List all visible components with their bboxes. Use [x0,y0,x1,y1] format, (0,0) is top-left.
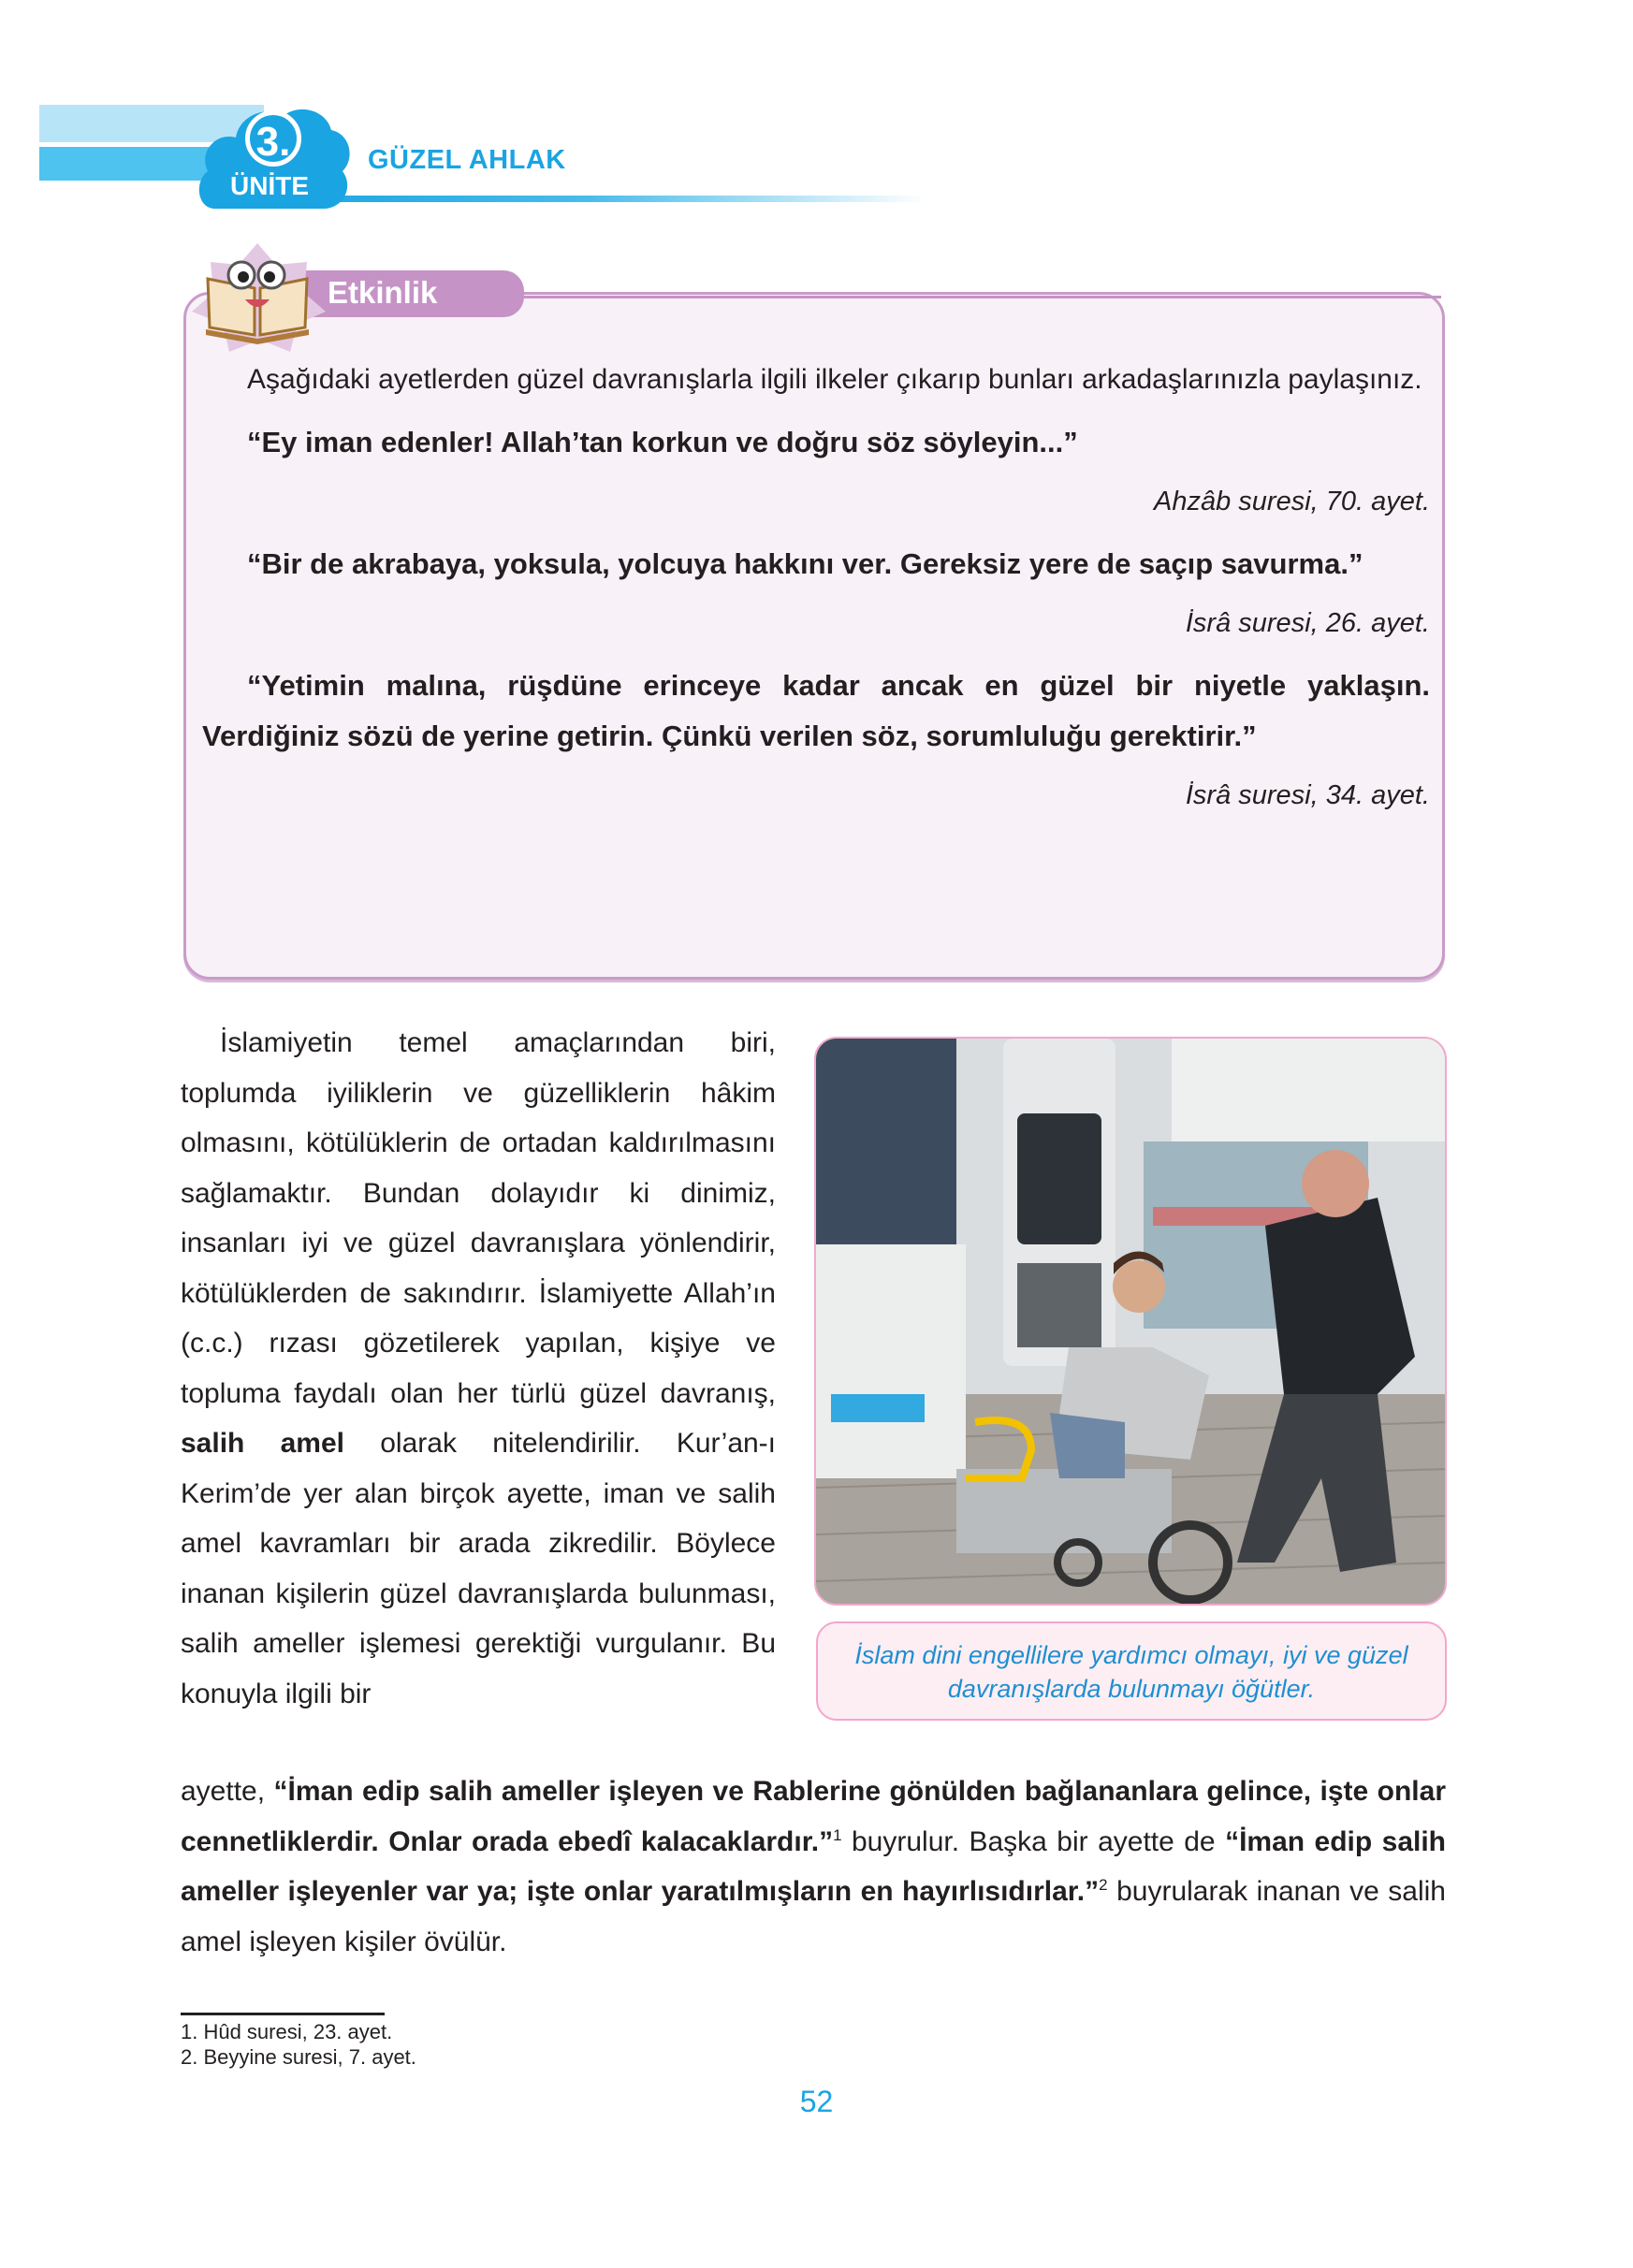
activity-instructions: Aşağıdaki ayetlerden güzel davranışlarla ilgili ilkeler çıkarıp bunları arkadaşlarınızla paylaşınız. [247,364,1422,395]
photo-caption: İslam dini engellilere yardımcı olmayı, iyi ve güzel davranışlarda bulunmayı öğütler. [816,1621,1447,1721]
unit-number: 3. [245,110,301,167]
verse-2-reference: İsrâ suresi, 26. ayet. [1185,608,1430,638]
body-text: buyrularak inanan ve salih amel işleyen kişiler övülür. [181,1876,1446,1957]
quote-hud-23: “İman edip salih ameller işleyen ve Rablerine gönülden bağlananlara gelince, işte onlar cennetliklerdir. Onlar orada ebedî kalacaklardır.” [181,1776,1446,1857]
footnote-2: 2. Beyyine suresi, 7. ayet. [181,2045,416,2069]
verse-1: “Ey iman edenler! Allah’tan korkun ve doğru söz söyleyin...” [247,426,1078,458]
body-paragraph-full [181,1766,1446,1967]
body-paragraph-column [181,1018,776,1719]
verse-1-reference: Ahzâb suresi, 70. ayet. [1154,487,1430,516]
photo-wheelchair-van-lift [814,1037,1447,1606]
body-text: ayette, [181,1776,274,1807]
verse-3: “Yetimin malına, rüşdüne erinceye kadar ancak en güzel bir niyetle yaklaşın. Verdiğiniz sözü de yerine getirin. Çünkü verilen söz, sorumluluğu gerektirir.” [202,669,1430,752]
verse-2: “Bir de akrabaya, yoksula, yolcuya hakkını ver. Gereksiz yere de saçıp savurma.” [247,547,1363,580]
activity-content [202,356,1430,820]
body-text: İslamiyetin temel amaçlarından biri, toplumda iyiliklerin ve güzelliklerin hâkim olmasını, kötülüklerin de ortadan kaldırılmasını sağlamaktır. Bundan dolayıdır ki dinimiz, insanları iyi ve güzel davranışlara yönlendirir, kötülüklerden de sakındırır. İslamiyette Allah’ın (c.c.) rızası gözetilerek yapılan, kişiye ve topluma faydalı olan her türlü güzel davranış, [181,1027,776,1409]
footnote-marker-1: 1 [833,1825,842,1844]
footnote-marker-2: 2 [1099,1876,1108,1894]
footnotes [181,2019,416,2070]
photo-illustration [816,1039,1447,1606]
verse-3-reference: İsrâ suresi, 34. ayet. [1185,780,1430,810]
activity-tab-line [505,296,1441,298]
body-text: olarak nitelendirilir. Kur’an-ı Kerim’de yer alan birçok ayette, iman ve salih amel kavramları bir arada zikredilir. Böylece inanan kişilerin güzel davranışlarda bulunması, salih ameller işlemesi gerektiği vurgulanır. Bu konuyla ilgili bir [181,1428,777,1709]
quote-beyyine-7: “İman edip salih ameller işleyenler var ya; işte onlar yaratılmışların en hayırlısıdırlar.” [181,1825,1446,1907]
page-number: 52 [799,2085,834,2118]
footnote-1: 1. Hûd suresi, 23. ayet. [181,2020,393,2043]
term-salih-amel: salih amel [181,1428,344,1459]
unit-label: ÜNİTE [230,171,309,200]
header-underline [309,196,926,202]
unit-title: GÜZEL AHLAK [368,145,566,175]
book-mascot-icon [187,241,328,354]
activity-tab-label: Etkinlik [328,275,438,310]
footnote-divider [181,2013,385,2015]
body-text: buyrulur. Başka bir ayette de [841,1825,1226,1857]
